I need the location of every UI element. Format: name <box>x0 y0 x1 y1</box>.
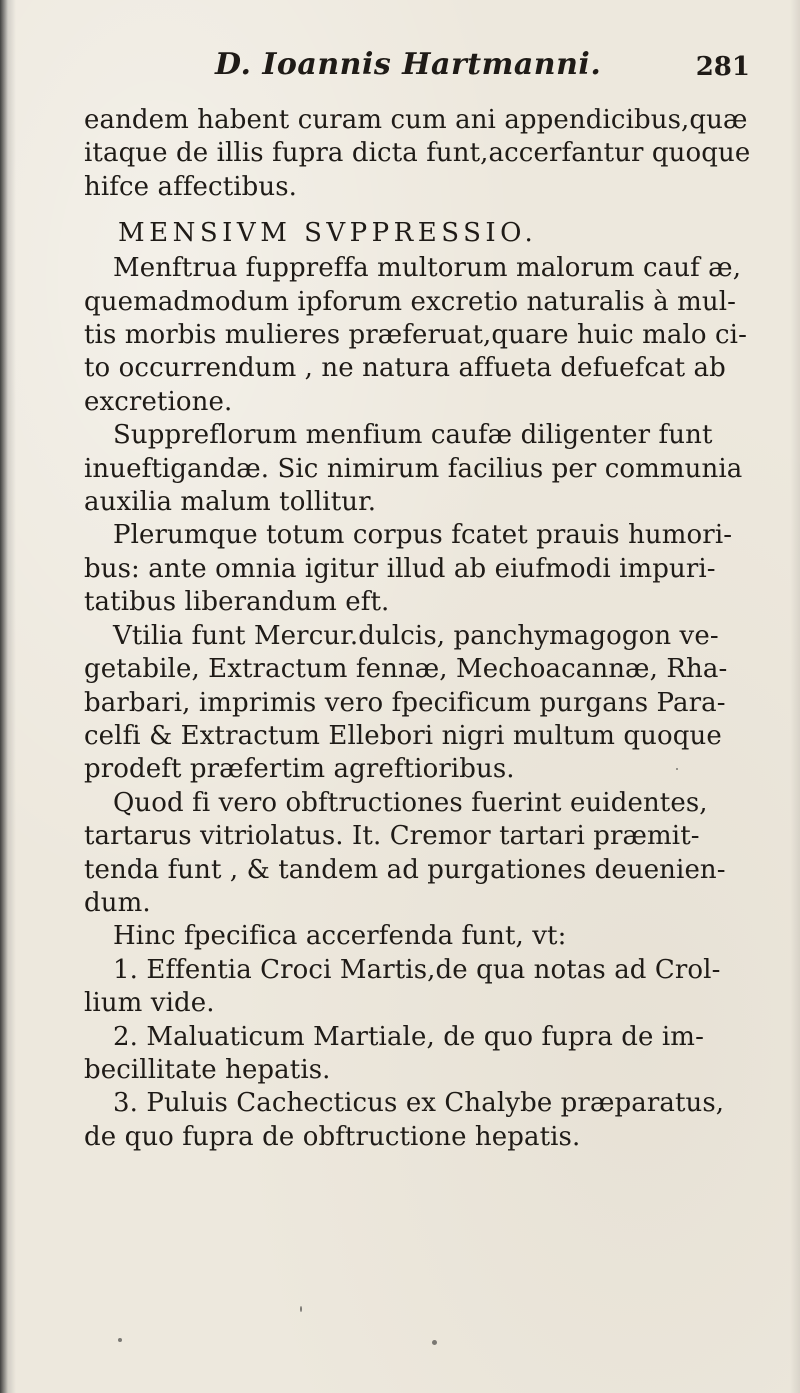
paragraph-line: celfi & Extractum Ellebori nigri multum quoque <box>84 720 722 751</box>
page-edge-shadow <box>790 0 800 1393</box>
ink-speck <box>118 1338 122 1342</box>
list-item: 3. Puluis Cachecticus ex Chalybe præparatus, <box>113 1088 725 1119</box>
paragraph-line: tis morbis mulieres præferuat,quare huic malo ci- <box>84 320 747 351</box>
list-item-continuation: lium vide. <box>84 988 215 1019</box>
paragraph-line: tartarus vitriolatus. It. Cremor tartari præmit- <box>84 821 700 852</box>
paragraph-line: Suppreflorum menfium caufæ diligenter funt <box>113 420 713 451</box>
text-line: itaque de illis fupra dicta funt,accerfantur quoque <box>84 138 751 169</box>
paragraph-line: excretione. <box>84 386 233 417</box>
paragraph-line: bus: ante omnia igitur illud ab eiufmodi impuri- <box>84 553 716 584</box>
list-item-continuation: becillitate hepatis. <box>84 1054 331 1085</box>
paragraph-line: barbari, imprimis vero fpecificum purgans Para- <box>84 687 726 718</box>
paragraph-line: Hinc fpecifica accerfenda funt, vt: <box>113 921 567 952</box>
page-binding-shadow <box>0 0 16 1393</box>
ink-speck <box>676 768 678 770</box>
section-title: MENSIVM SVPPRESSIO. <box>118 218 538 249</box>
paragraph-line: Menftrua fuppreffa multorum malorum cauf æ, <box>113 253 742 284</box>
paragraph-line: inueftigandæ. Sic nimirum facilius per communia <box>84 453 743 484</box>
paragraph-line: auxilia malum tollitur. <box>84 487 377 518</box>
ink-speck <box>300 1306 302 1312</box>
page-header <box>215 47 750 90</box>
paragraph-line: quemadmodum ipforum excretio naturalis à mul- <box>84 286 736 317</box>
paragraph-line: Plerumque totum corpus fcatet prauis humori- <box>113 520 733 551</box>
paragraph-line: Quod fi vero obftructiones fuerint euidentes, <box>113 787 708 818</box>
page-number: 281 <box>695 52 750 82</box>
paragraph-line: Vtilia funt Mercur.dulcis, panchymagogon ve- <box>113 620 719 651</box>
paragraph-line: tatibus liberandum eft. <box>84 587 390 618</box>
paragraph-line: dum. <box>84 887 151 918</box>
paragraph-line: getabile, Extractum fennæ, Mechoacannæ, Rha- <box>84 654 728 685</box>
list-item: 2. Maluaticum Martiale, de quo fupra de im- <box>113 1021 704 1052</box>
ink-speck <box>432 1340 437 1345</box>
paragraph-line: prodeft præfertim agreftioribus. <box>84 754 515 785</box>
paragraph-line: tenda funt , & tandem ad purgationes deuenien- <box>84 854 726 885</box>
list-item-continuation: de quo fupra de obftructione hepatis. <box>84 1121 581 1152</box>
running-head: D. Ioannis Hartmanni. <box>215 47 602 82</box>
list-item: 1. Effentia Croci Martis,de qua notas ad Crol- <box>113 954 721 985</box>
text-line: eandem habent curam cum ani appendicibus,quæ <box>84 105 748 135</box>
text-block <box>84 104 751 1284</box>
paragraph-line: to occurrendum , ne natura affueta defuefcat ab <box>84 353 726 384</box>
text-line: hifce affectibus. <box>84 171 298 202</box>
